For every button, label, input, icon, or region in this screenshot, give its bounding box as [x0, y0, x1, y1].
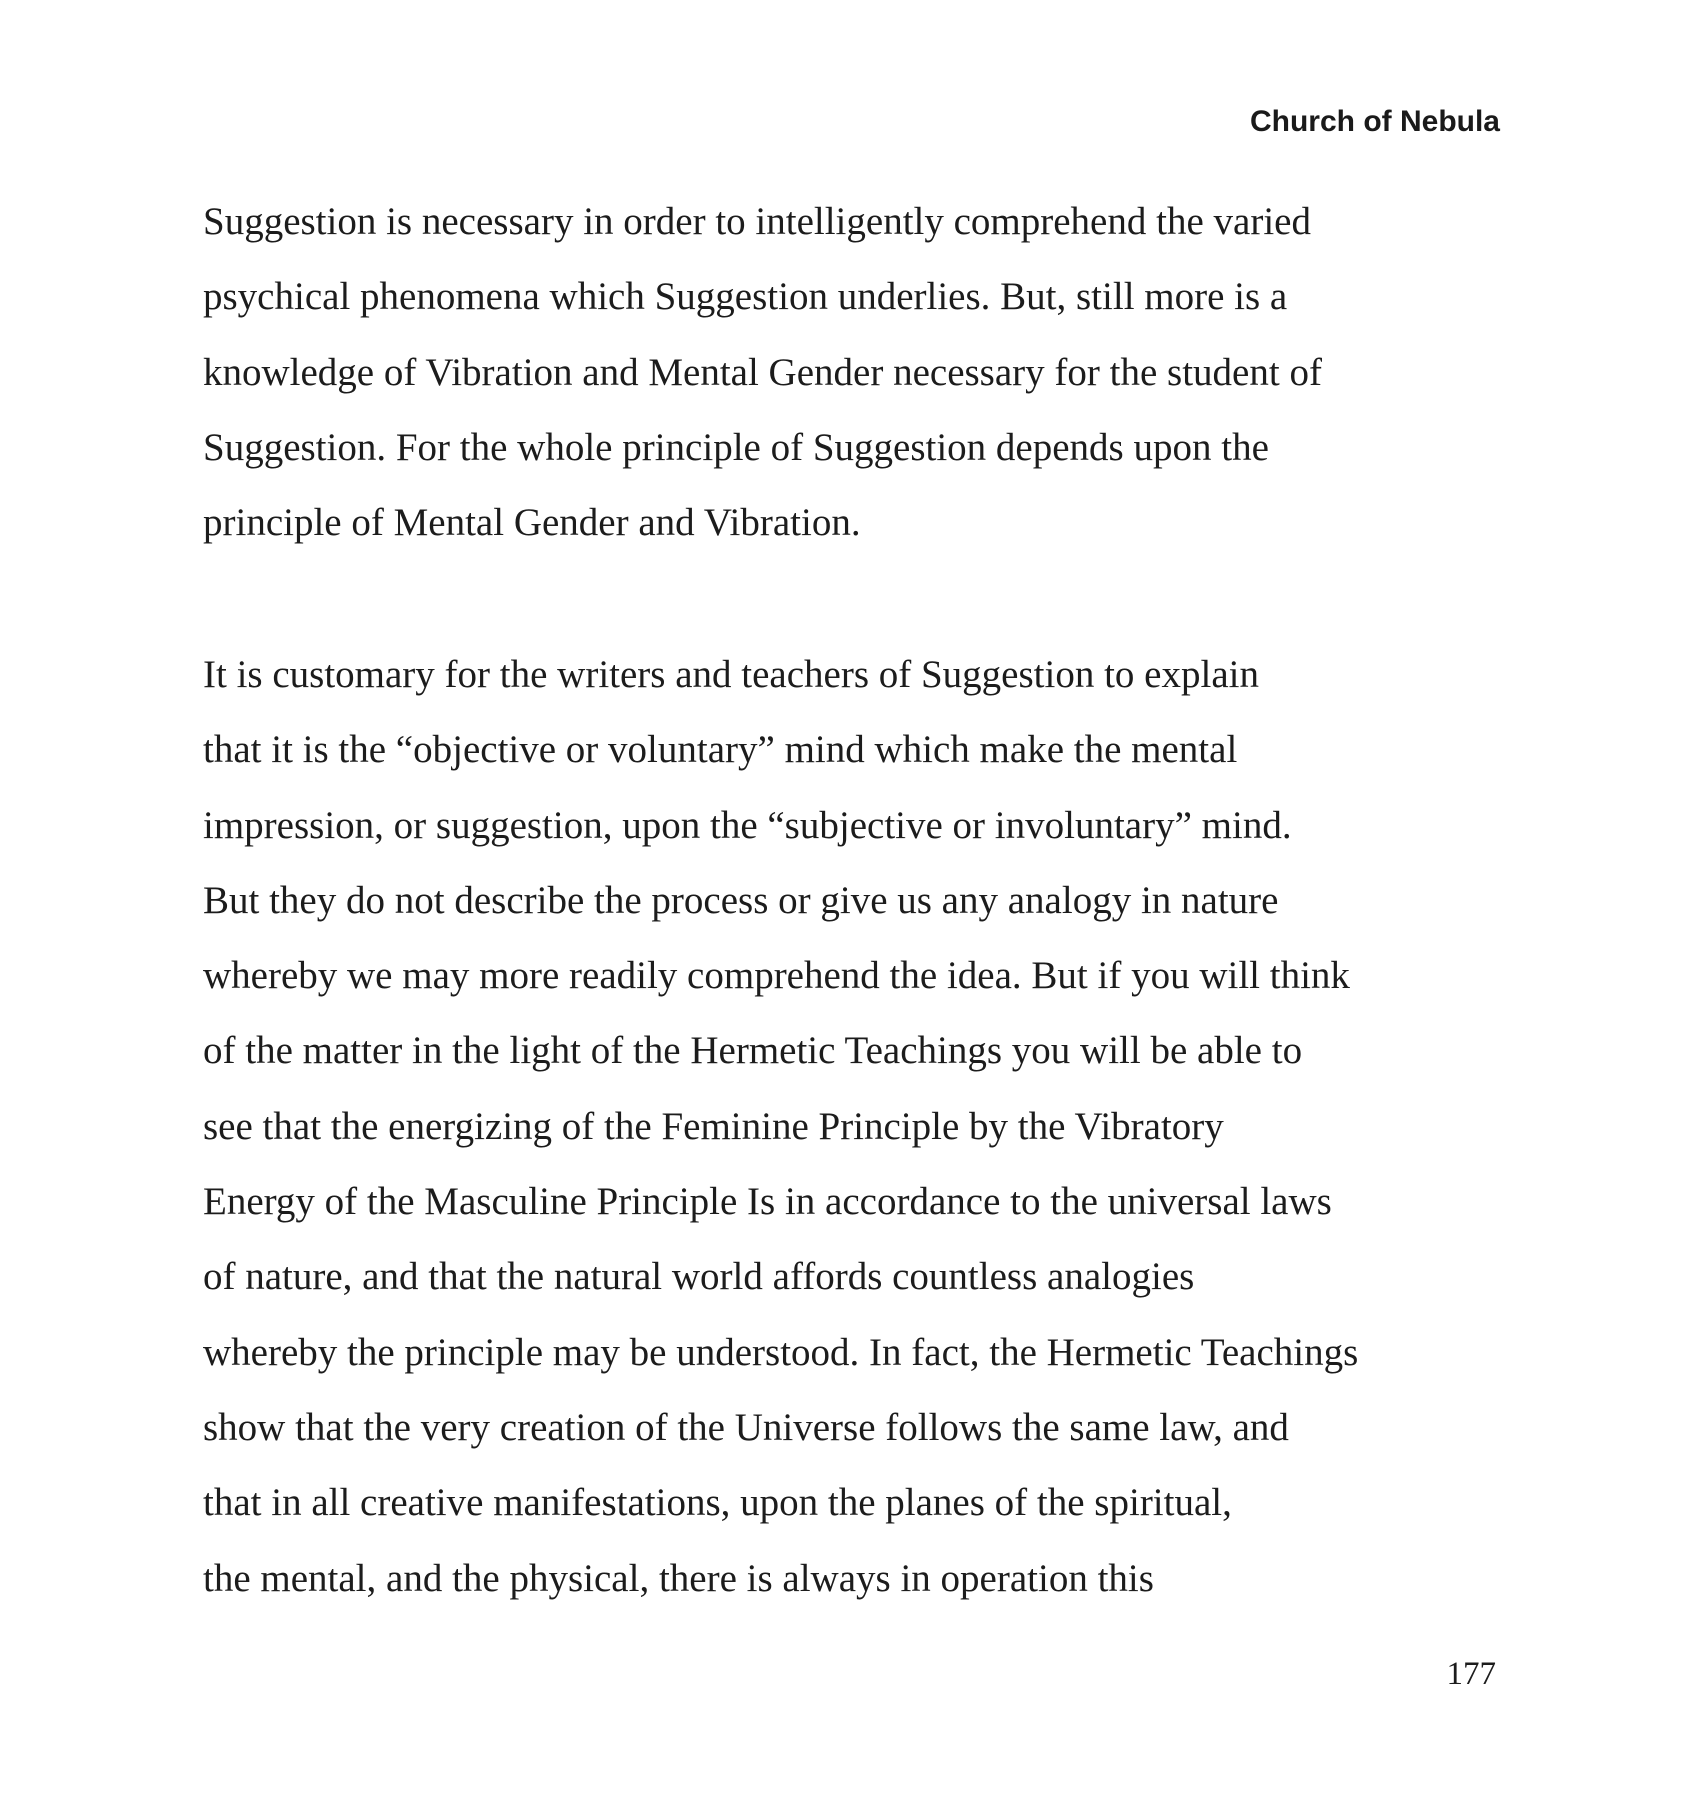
text-line: knowledge of Vibration and Mental Gender necessary for the student of [203, 350, 1322, 394]
page-number: 177 [1446, 1656, 1496, 1692]
text-line: whereby we may more readily comprehend the idea. But if you will think [203, 954, 1350, 998]
text-line: the mental, and the physical, there is always in operation this [203, 1556, 1154, 1600]
text-line: impression, or suggestion, upon the “subjective or involuntary” mind. [203, 803, 1292, 847]
text-line: principle of Mental Gender and Vibration. [203, 501, 861, 545]
text-line: of nature, and that the natural world affords countless analogies [203, 1255, 1195, 1299]
text-line: But they do not describe the process or give us any analogy in nature [203, 878, 1279, 922]
text-line: that in all creative manifestations, upon the planes of the spiritual, [203, 1481, 1232, 1525]
text-line: see that the energizing of the Feminine Principle by the Vibratory [203, 1104, 1224, 1148]
text-line: Suggestion is necessary in order to intelligently comprehend the varied [203, 200, 1311, 243]
running-header-title: Church of Nebula [1249, 105, 1500, 138]
text-line: psychical phenomena which Suggestion underlies. But, still more is a [203, 275, 1288, 319]
text-line: show that the very creation of the Universe follows the same law, and [203, 1405, 1289, 1449]
text-line: that it is the “objective or voluntary” mind which make the mental [203, 728, 1238, 772]
paragraph-1 [203, 184, 1513, 560]
text-line: Suggestion. For the whole principle of Suggestion depends upon the [203, 425, 1269, 469]
text-line: It is customary for the writers and teachers of Suggestion to explain [203, 653, 1259, 696]
paragraph-2 [203, 637, 1513, 1616]
text-line: of the matter in the light of the Hermetic Teachings you will be able to [203, 1029, 1303, 1073]
text-line: whereby the principle may be understood. In fact, the Hermetic Teachings [203, 1330, 1359, 1374]
text-line: Energy of the Masculine Principle Is in accordance to the universal laws [203, 1180, 1332, 1224]
